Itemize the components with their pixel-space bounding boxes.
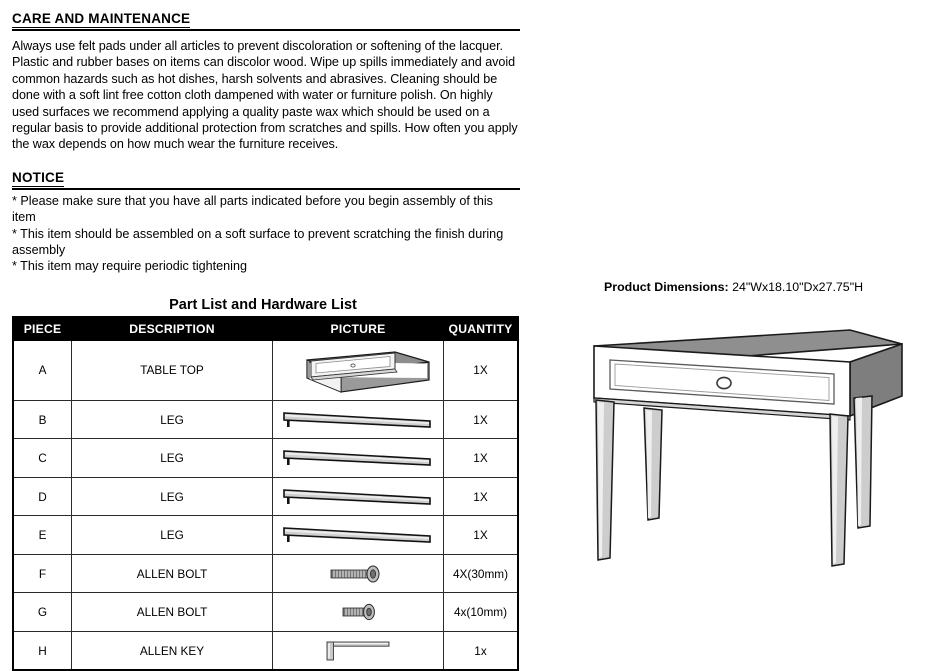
- care-heading-rule: [12, 29, 520, 31]
- notice-item: * This item may require periodic tightening: [12, 259, 247, 274]
- leg-icon: [278, 482, 438, 512]
- cell-quantity: 1x: [444, 631, 519, 670]
- table-row: [13, 439, 518, 478]
- left-column: [12, 10, 520, 671]
- cell-piece: D: [13, 477, 72, 516]
- table-row: [13, 593, 518, 632]
- cell-picture: [273, 439, 444, 478]
- column-header-piece: PIECE: [13, 317, 72, 341]
- table-header-row: [13, 317, 518, 341]
- notice-heading-wrap: [12, 169, 520, 187]
- cell-picture: [273, 477, 444, 516]
- notice-item: * This item should be assembled on a soft surface to prevent scratching the finish during assembly: [12, 226, 504, 258]
- care-heading: CARE AND MAINTENANCE: [12, 11, 191, 26]
- notice-heading-rule: [12, 188, 520, 190]
- care-body-text: Always use felt pads under all articles to prevent discoloration or softening of the lacquer. Plastic and rubber bases on items can discolor wood. Wipe up spills immediately and avoid common hazards such as hot dishes, harsh solvents and abrasives. Cleaning should be done with a soft lint free cotton cloth dampened with water or furniture polish. On highly used surfaces we recommend applying a quality paste wax which should be used on a regular basis to provide additional protection from scratches and spills. How often you apply the wax depends on how much wear the furniture receives.: [12, 39, 518, 152]
- table-row: [13, 516, 518, 555]
- allen-key-icon: [313, 636, 403, 666]
- parts-table-head: [13, 317, 518, 341]
- cell-picture: [273, 631, 444, 670]
- cell-quantity: 1X: [444, 516, 519, 555]
- cell-description: ALLEN BOLT: [72, 554, 273, 593]
- product-dimensions: [604, 280, 944, 294]
- cell-piece: F: [13, 554, 72, 593]
- notice-list: [12, 193, 520, 275]
- table-row: [13, 631, 518, 670]
- column-header-quantity: QUANTITY: [444, 317, 519, 341]
- cell-picture: [273, 340, 444, 400]
- cell-description: TABLE TOP: [72, 340, 273, 400]
- cell-description: ALLEN KEY: [72, 631, 273, 670]
- cell-picture: [273, 554, 444, 593]
- notice-heading: NOTICE: [12, 169, 65, 185]
- cell-description: LEG: [72, 477, 273, 516]
- parts-table-section: [12, 297, 520, 671]
- notice-item: * Please make sure that you have all parts indicated before you begin assembly of this item: [12, 193, 493, 225]
- cell-piece: G: [13, 593, 72, 632]
- allen-bolt-long-icon: [323, 561, 393, 587]
- parts-table-body: [13, 340, 518, 670]
- cell-description: ALLEN BOLT: [72, 593, 273, 632]
- parts-table-title: Part List and Hardware List: [169, 296, 357, 313]
- leg-icon: [278, 443, 438, 473]
- cell-description: LEG: [72, 516, 273, 555]
- cell-picture: [273, 516, 444, 555]
- cell-description: LEG: [72, 400, 273, 439]
- column-header-description: DESCRIPTION: [72, 317, 273, 341]
- drawer-knob: [717, 377, 731, 388]
- allen-bolt-short-icon: [323, 599, 393, 625]
- cell-picture: [273, 400, 444, 439]
- cell-quantity: 1X: [444, 340, 519, 400]
- notice-section: [12, 169, 520, 275]
- cell-description: LEG: [72, 439, 273, 478]
- cell-quantity: 1X: [444, 439, 519, 478]
- table-row: [13, 400, 518, 439]
- spacer: [12, 275, 520, 297]
- product-dimensions-value: 24"Wx18.10"Dx27.75"H: [732, 280, 864, 294]
- table-row: [13, 477, 518, 516]
- cell-quantity: 1X: [444, 400, 519, 439]
- cell-piece: H: [13, 631, 72, 670]
- cell-piece: E: [13, 516, 72, 555]
- cell-piece: A: [13, 340, 72, 400]
- cell-quantity: 4X(30mm): [444, 554, 519, 593]
- column-header-picture: PICTURE: [273, 317, 444, 341]
- cell-piece: B: [13, 400, 72, 439]
- cell-quantity: 4x(10mm): [444, 593, 519, 632]
- leg-icon: [278, 405, 438, 435]
- leg-icon: [278, 520, 438, 550]
- assembled-table-illustration: [582, 320, 922, 625]
- care-heading-wrap: [12, 10, 520, 28]
- table-row: [13, 340, 518, 400]
- cell-piece: C: [13, 439, 72, 478]
- parts-table: [12, 316, 519, 671]
- table-top-icon: [283, 344, 433, 396]
- cell-quantity: 1X: [444, 477, 519, 516]
- cell-picture: [273, 593, 444, 632]
- right-column: [604, 280, 944, 294]
- care-and-maintenance-section: [12, 10, 520, 153]
- product-dimensions-label: Product Dimensions:: [604, 280, 729, 294]
- table-row: [13, 554, 518, 593]
